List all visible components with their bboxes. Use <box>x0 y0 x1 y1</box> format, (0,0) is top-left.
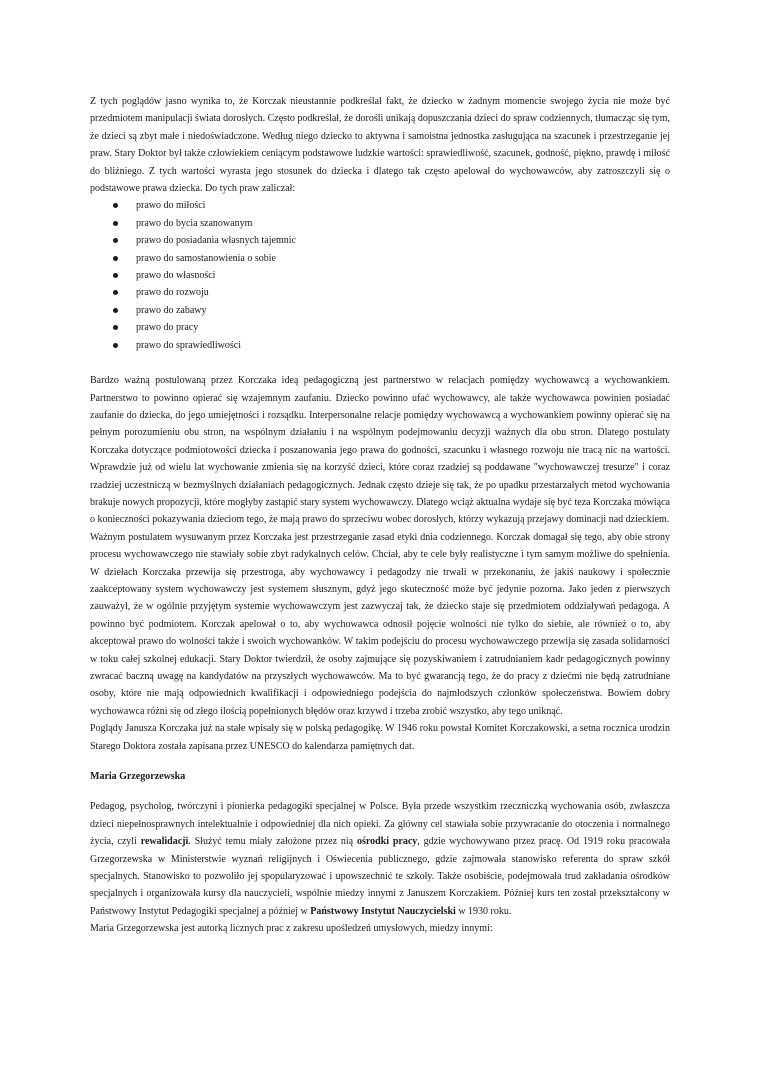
list-item <box>90 232 670 249</box>
right-label: prawo do sprawiedliwości <box>136 339 241 351</box>
right-label: prawo do bycia szanowanym <box>136 217 253 229</box>
bullet-icon <box>113 238 118 243</box>
right-label: prawo do miłości <box>136 200 206 212</box>
list-item <box>90 197 670 214</box>
right-label: prawo do rozwoju <box>136 287 209 299</box>
right-label: prawo do samostanowienia o sobie <box>136 252 276 264</box>
bullet-icon <box>113 221 118 226</box>
right-label: prawo do pracy <box>136 322 199 334</box>
document-page <box>90 93 670 938</box>
right-label: prawo do własności <box>136 270 216 282</box>
section-heading: Maria Grzegorzewska <box>90 771 186 783</box>
bullet-icon <box>113 290 118 295</box>
paragraph-partnership: Bardzo ważną postulowaną przez Korczaka ideą pedagogiczną jest partnerstwo w relacjach pomiędzy wychowawcą a wychowankiem. Partnerstwo to powinno opierać się wzajemnym zaufaniu. Dziecko powinno ufać wychowawcy, ale także wychowawca powinien posiadać zaufanie do dziecka, do jego umiejętności i rozsądku. Interpersonalne relacje pomiędzy wychowawcą a wychowankiem powinny opierać się na pełnym porozumieniu obu stron, na wspólnym działaniu i na wspólnym podejmowaniu decyzji ważnych dla obu stron. Dlatego postulaty Korczaka dotyczące podmiotowości dziecka i poszanowania jego prawa do godności, szacunku i własnego rozwoju nie tracą nic na wartości. Wprawdzie już od wielu lat wychowanie zmienia się na korzyść dzieci, które coraz rzadziej są poddawane "wychowawczej tresurze" i coraz rzadziej uczestniczą w bezmyślnych działaniach pedagogicznych. Jednak często dzieje się tak, że po upadku przestarzałych metod wychowania brakuje nowych propozycji, które mogłyby zastąpić stary system wychowawczy. Dlatego wciąż aktualna wydaje się być teza Korczaka mówiąca o konieczności pokazywania dzieciom tego, że mają prawo do sprzeciwu wobec dorosłych, którzy wykazują przejawy dominacji nad dzieckiem. <box>90 375 670 526</box>
list-item <box>90 267 670 284</box>
bullet-icon <box>113 308 118 313</box>
list-item <box>90 319 670 336</box>
right-label: prawo do posiadania własnych tajemnic <box>136 235 296 247</box>
list-item <box>90 284 670 301</box>
rights-list <box>90 197 670 354</box>
paragraph-works-intro: Maria Grzegorzewska jest autorką licznych prac z zakresu upośledzeń umysłowych, miedzy innymi: <box>90 923 493 935</box>
bullet-icon <box>113 203 118 208</box>
paragraph-ethics: Ważnym postulatem wysuwanym przez Korczaka jest przestrzeganie zasad etyki dnia codziennego. Korczak domagał się tego, aby obie strony procesu wychowawczego nie stawiały sobie zbyt radykalnych celów. Chciał, aby te cele były realistyczne i tym samym możliwe do spełnienia. W dziełach Korczaka przewija się przestroga, aby wychowawcy i pedagodzy nie trwali w przekonaniu, że jakiś naukowy i społecznie zaakceptowany system wychowawczy jest systemem słusznym, gdyż jego skuteczność może być jedynie pozorna. Jako jeden z pierwszych zauważył, że w ogólnie przyjętym systemie wychowawczym jest zazwyczaj tak, że dziecko staje się przedmiotem oddziaływań pedagoga. A powinno być podmiotem. Korczak apelował o to, aby wychowawca odnosił pojęcie wolności nie tylko do siebie, ale również o to, aby akceptował prawo do wolności także i swoich wychowanków. W takim podejściu do procesu wychowawczego przewija się zasada solidarności w toku całej szkolnej edukacji. Stary Doktor twierdził, że osoby zajmujące się pozyskiwaniem i zatrudnianiem kadr pedagogicznych powinny zwracać baczną uwagę na kandydatów na przyszłych wychowawców. Ma to być gwarancją tego, że do pracy z dziećmi nie będą zatrudniane osoby, które nie mają odpowiednich kwalifikacji i odpowiedniego podejścia do najmłodszych członków społeczeństwa. Bowiem dobry wychowawca różni się od złego ilością popełnionych błędów oraz krzywd i trzeba zrobić wszystko, aby tego uniknąć. <box>90 531 670 717</box>
paragraph-grzegorzewska-bio <box>90 798 670 920</box>
bio-text: , gdzie wychowywano przez pracę. Od 1919 roku pracowała Grzegorzewska w Ministerstwie wyznań religijnych i Oświecenia publicznego, gdzie zajmowała stanowisko referenta do spraw szkół specjalnych. Stanowisko to pozwoliło jej spopularyzować i upowszechnić te szkoły. Także osobiście, podejmowała trud zakładania ośrodków specjalnych i organizowała kursy dla nauczycieli, wspólnie miedzy innymi z Januszem Korczakiem. Później kurs ten został przekształcony w Państwowy Instytut Pedagogiki specjalnej a później w <box>90 836 671 917</box>
list-item <box>90 302 670 319</box>
list-item <box>90 337 670 354</box>
bullet-icon <box>113 273 118 278</box>
bio-text: Pedagog, psycholog, twórczyni i pionierka pedagogiki specjalnej w Polsce. Była przede wszystkim rzeczniczką wychowania osób, zwłaszcza dzieci niepełnosprawnych intelektualnie i odpowiedniej dla nich opieki. Za główny cel stawiała sobie przywracanie do otoczenia i normalnego życia, czyli <box>90 801 670 848</box>
bullet-icon <box>113 343 118 348</box>
bio-text: w 1930 roku. <box>455 905 512 917</box>
bio-text: . Służyć temu miały założone przez nią <box>188 836 357 848</box>
list-item <box>90 215 670 232</box>
bio-bold-rewalidacji: rewalidacji <box>140 836 189 848</box>
right-label: prawo do zabawy <box>136 304 207 316</box>
spacer <box>90 354 670 372</box>
list-item <box>90 250 670 267</box>
bio-bold-instytut: Państwowy Instytut Nauczycielski <box>310 905 456 917</box>
paragraph-korczak-intro: Z tych poglądów jasno wynika to, że Korczak nieustannie podkreślał fakt, że dziecko w żadnym momencie swojego życia nie może być przedmiotem manipulacji świata dorosłych. Często podkreślał, że dorośli unikają dopuszczania dzieci do spraw codziennych, tłumacząc się tym, że dzieci są zbyt małe i niedoświadczone. Według niego dziecko to aktywna i samoistna jednostka zasługująca na szacunek i przestrzeganie jej praw. Stary Doktor był także człowiekiem ceniącym podstawowe ludzkie wartości: sprawiedliwość, szacunek, godność, piękno, prawdę i miłość do bliźniego. Z tych wartości wyrasta jego stosunek do dziecka i dlatego tak często apelował do wychowawców, aby zatroszczyli się o podstawowe prawa dziecka. Do tych praw zaliczał: <box>90 96 670 195</box>
bullet-icon <box>113 325 118 330</box>
spacer <box>90 785 670 798</box>
bullet-icon <box>113 256 118 261</box>
spacer <box>90 755 670 768</box>
bio-bold-osrodki: ośrodki pracy <box>356 836 418 848</box>
paragraph-legacy: Poglądy Janusza Korczaka już na stałe wpisały się w polską pedagogikę. W 1946 roku powstał Komitet Korczakowski, a setna rocznica urodzin Starego Doktora została zapisana przez UNESCO do kalendarza pamiętnych dat. <box>90 723 670 752</box>
